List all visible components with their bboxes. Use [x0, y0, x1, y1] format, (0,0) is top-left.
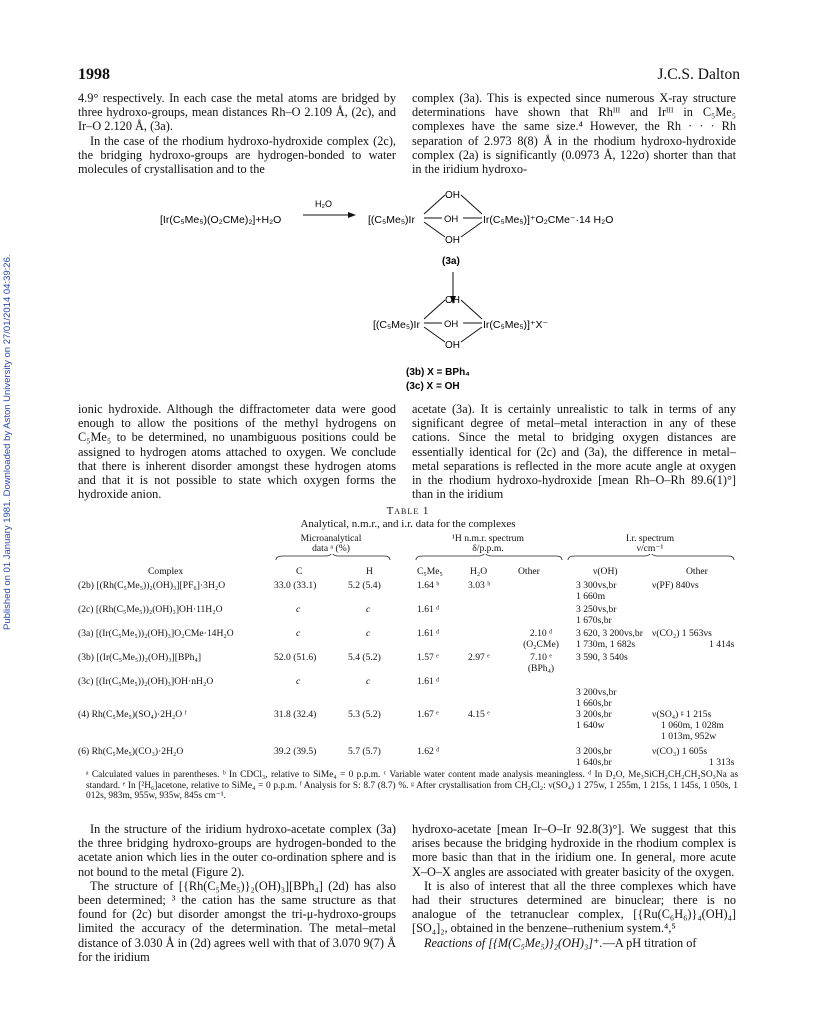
bond: [424, 327, 445, 342]
cell-ir-other: 1 060m, 1 028m: [661, 720, 724, 731]
oh-label: OH: [445, 190, 460, 201]
bond: [424, 300, 445, 319]
cell-h2o: 3.03 ᵇ: [468, 580, 491, 591]
cell-complex: (2c) [(Rh(C₅Me₅))₂(OH)₃]OH·11H₂O: [78, 604, 223, 615]
cell-complex: (3a) [(Ir(C₅Me₅))₂(OH)₃]O₂CMe·14H₂O: [78, 628, 234, 639]
bond: [424, 195, 445, 214]
cell-ir-other: ν(CO₂) 1 563vs: [652, 628, 712, 639]
reaction-scheme: [160, 190, 660, 395]
mid-right-column: [412, 402, 736, 501]
cell-voh: 3 200s,br: [576, 709, 612, 720]
compound-label: (3a): [442, 256, 460, 267]
left-metal-group: [(C₅Me₅)Ir: [368, 214, 415, 226]
cell-ir-other: 1 013m, 952w: [661, 731, 717, 742]
paragraph: complex (3a). This is expected since numerous X-ray structure determinations have shown that Rhᴵᴵᴵ and Irᴵᴵᴵ in C₅Me₅ complexes have the same size.⁴ However, the Rh · · · Rh separation of 2.973 8(8) Å in the rhodium hydroxo-hydroxide complex (2a) is significantly (0.0973 Å, 122σ) shorter than that in the iridium hydroxo-: [412, 91, 736, 177]
compound-label: (3b) X = BPh₄: [406, 367, 470, 378]
cell-voh: 3 590, 3 540s: [576, 652, 628, 663]
paragraph: It is also of interest that all the three complexes which have had their structures determined are binuclear; there is no analogue of the tetranuclear complex, [{Ru(C₆H₆)}₄(OH)₄][SO₄]₂, obtained in the benzene–ruthenium system.⁴,⁵: [412, 878, 736, 936]
left-metal-group: [(C₅Me₅)Ir: [373, 319, 420, 331]
cell-voh: 1 670s,br: [576, 615, 612, 626]
reactant-formula: [Ir(C₅Me₅)(O₂CMe)₂]+H₂O: [160, 214, 282, 226]
paragraph: In the structure of the iridium hydroxo-acetate complex (3a) the three bridging hydroxo-groups are hydrogen-bonded to the acetate anion which lies in the outer co-ordination sphere and is not bound to the metal (Figure 2).: [78, 822, 396, 879]
cell-voh: 3 620, 3 200vs,br: [576, 628, 643, 639]
paragraph: ionic hydroxide. Although the diffractometer data were good enough to allow the positions of the methyl hydrogens on C₅Me₅ to be determined, no unambiguous positions could be assigned to hydrogen atoms attached to oxygen. We conclude that there is inherent disorder amongst these hydrogen atoms and that it is not possible to state which oxygen forms the hydroxide anion.: [78, 402, 396, 502]
cell-complex: (3c) [(Ir(C₅Me₅))₂(OH)₃]OH·nH₂O: [78, 676, 214, 687]
col-header-voh: ν(OH): [593, 566, 618, 577]
cell-other: 2.10 ᵈ (O₂CMe): [523, 628, 559, 650]
col-header-c: C: [296, 566, 303, 577]
cell-c: c: [296, 676, 301, 687]
cell-voh: 1 730m, 1 682s: [576, 639, 636, 650]
oh-label: OH: [444, 319, 459, 330]
cell-h: c: [366, 604, 371, 615]
paragraph: In the case of the rhodium hydroxo-hydroxide complex (2c), the bridging hydroxo-groups are hydrogen-bonded to water molecules of crystallisation and to the: [78, 133, 396, 177]
bond: [461, 222, 482, 237]
cell-c: c: [296, 604, 301, 615]
cell-ir-other: ν(SO₄) ᵍ 1 215s: [652, 709, 712, 720]
bond: [461, 327, 482, 342]
col-group-nmr: ¹H n.m.r. spectrum: [452, 533, 524, 544]
watermark-text: Published on 01 January 1981. Downloaded by Aston University on 27/01/2014 04:39:26.: [2, 254, 13, 630]
bond: [461, 195, 482, 214]
cell-complex: (4) Rh(C₅Me₅)(SO₄)·2H₂O ᶠ: [78, 709, 187, 720]
cell-voh: 1 660s,br: [576, 698, 612, 709]
cell-h: c: [366, 676, 371, 687]
cell-c5me5: 1.67 ᵉ: [417, 709, 439, 720]
cell-voh: 1 640w: [576, 720, 605, 731]
cell-h: 5.7 (5.7): [348, 746, 381, 757]
mid-left-column: [78, 402, 396, 501]
cell-ir-other: ν(PF) 840vs: [652, 580, 699, 591]
right-metal-group: Ir(C₅Me₅)]⁺O₂CMe⁻·14 H₂O: [483, 214, 614, 226]
table-label: Table 1: [386, 505, 430, 517]
cell-c: 52.0 (51.6): [274, 652, 317, 663]
cell-voh: 3 200vs,br: [576, 687, 617, 698]
compound-label: (3c) X = OH: [406, 381, 460, 392]
arrowhead-icon: [348, 212, 356, 218]
paragraph: acetate (3a). It is certainly unrealistic to talk in terms of any significant degree of metal–metal interaction in any of these cations. Since the metal to bridging oxygen distances are essentially identical for (2c) and (3a), the difference in metal–metal separations is reflected in the more acute angle at oxygen in the rhodium hydroxo-hydroxide [mean Rh–O–Rh 89.6(1)°] than in the iridium: [412, 402, 736, 502]
col-group-microanalytical: Microanalytical: [300, 533, 362, 544]
oh-label: OH: [445, 340, 460, 351]
cell-h2o: 4.15 ᵉ: [468, 709, 490, 720]
cell-complex: (2b) [(Rh(C₅Me₅))₂(OH)₃][PF₆]·3H₂O: [78, 580, 226, 591]
bond: [424, 222, 445, 237]
journal-name: J.C.S. Dalton: [657, 66, 740, 83]
right-metal-group: Ir(C₅Me₅)]⁺X⁻: [483, 319, 549, 331]
cell-c5me5: 1.61 ᵈ: [417, 604, 440, 615]
cell-c: 31.8 (32.4): [274, 709, 317, 720]
cell-c5me5: 1.61 ᵈ: [417, 676, 440, 687]
scheme-drawing: [160, 190, 660, 395]
col-header-complex: Complex: [148, 566, 184, 577]
paragraph: [412, 936, 736, 950]
col-group-ir: I.r. spectrum: [625, 533, 675, 544]
table-footnote: ᵃ Calculated values in parentheses. ᵇ In CDCl₃, relative to SiMe₄ = 0 p.p.m. ᶜ Variable water content made analysis meaningless. ᵈ In D₂O, Me₃SiCH₂CH₂CH₂SO₃Na as standard. ᵉ In [²H₆]acetone, relative to SiMe₄ = 0 p.p.m. ᶠ Analysis for S: 8.7 (8.7) %. ᵍ After crystallisation from CH₂Cl₂: ν(SO₄) 1 275w, 1 255m, 1 215s, 1 145s, 1 050s, 1 012s, 983m, 955w, 935w, 845s cm⁻¹.: [86, 770, 738, 802]
reagent-label: H₂O: [315, 199, 332, 209]
oh-label: OH: [444, 214, 459, 225]
top-left-column: [78, 91, 396, 176]
header-braces: [78, 554, 738, 564]
cell-ir-other: ν(CO₃) 1 605s: [652, 746, 708, 757]
oh-label: OH: [445, 235, 460, 246]
cell-complex: (3b) [(Ir(C₅Me₅))₂(OH)₃][BPh₄]: [78, 652, 202, 663]
col-header-other-ir: Other: [686, 566, 708, 577]
cell-c: 39.2 (39.5): [274, 746, 317, 757]
paragraph-text: —A pH titration of: [602, 935, 697, 950]
cell-voh: 3 200s,br: [576, 746, 612, 757]
col-group-units: ν/cm⁻¹: [636, 543, 664, 554]
download-watermark: [2, 230, 16, 630]
paragraph: hydroxo-acetate [mean Ir–O–Ir 92.8(3)°]. We suggest that this arises because the bridging hydroxide in the rhodium complex is more basic than that in the iridium one. In general, more acute X–O–X angles are associated with greater basicity of the oxygen.: [412, 822, 736, 879]
cell-c5me5: 1.62 ᵈ: [417, 746, 440, 757]
cell-h2o: 2.97 ᵉ: [468, 652, 490, 663]
col-header-h: H: [366, 566, 373, 577]
cell-complex: (6) Rh(C₅Me₅)(CO₃)·2H₂O: [78, 746, 184, 757]
cell-h: c: [366, 628, 371, 639]
col-header-other: Other: [518, 566, 540, 577]
cell-c: c: [296, 628, 301, 639]
oh-label: OH: [445, 295, 460, 306]
cell-h: 5.3 (5.2): [348, 709, 381, 720]
cell-other: 7.10 ᵉ (BPh₄): [527, 652, 555, 674]
cell-c5me5: 1.64 ᵇ: [417, 580, 440, 591]
bottom-left-column: [78, 822, 396, 964]
section-heading: Reactions of [{M(C₅Me₅)}₂(OH)₃]⁺.: [424, 935, 603, 950]
bond: [461, 300, 482, 319]
col-header-c5me5: C₅Me₅: [417, 566, 443, 577]
cell-c5me5: 1.61 ᵈ: [417, 628, 440, 639]
col-group-units: data ᵃ (%): [312, 543, 350, 554]
page-number: 1998: [78, 66, 110, 83]
cell-voh: 1 640s,br: [576, 757, 612, 768]
col-header-h2o: H₂O: [470, 566, 488, 577]
cell-voh: 3 250vs,br: [576, 604, 617, 615]
paragraph: 4.9° respectively. In each case the metal atoms are bridged by three hydroxo-groups, mean distances Rh–O 2.109 Å, (2c), and Ir–O 2.120 Å, (3a).: [78, 91, 396, 134]
cell-c5me5: 1.57 ᵉ: [417, 652, 439, 663]
cell-c: 33.0 (33.1): [274, 580, 317, 591]
cell-h: 5.2 (5.4): [348, 580, 381, 591]
col-group-units: δ/p.p.m.: [472, 543, 504, 554]
cell-voh: 3 300vs,br: [576, 580, 617, 591]
table-caption: Analytical, n.m.r., and i.r. data for the complexes: [300, 518, 516, 530]
cell-voh: 1 660m: [576, 591, 606, 602]
top-right-column: [412, 91, 736, 176]
cell-h: 5.4 (5.2): [348, 652, 381, 663]
bottom-right-column: [412, 822, 736, 950]
paragraph: The structure of [{Rh(C₅Me₅)}₂(OH)₃][BPh₄] (2d) has also been determined; ³ the cation has the same structure as that found for (2c) but disorder amongst the tri-μ-hydroxo-groups limited the accuracy of the determination. The metal–metal distance of 3.030 Å in (2d) agrees well with that of 3.070 9(7) Å for the iridium: [78, 878, 396, 964]
cell-ir-other: 1 313s: [709, 757, 735, 768]
cell-ir-other: 1 414s: [709, 639, 735, 650]
data-table: [78, 506, 738, 816]
